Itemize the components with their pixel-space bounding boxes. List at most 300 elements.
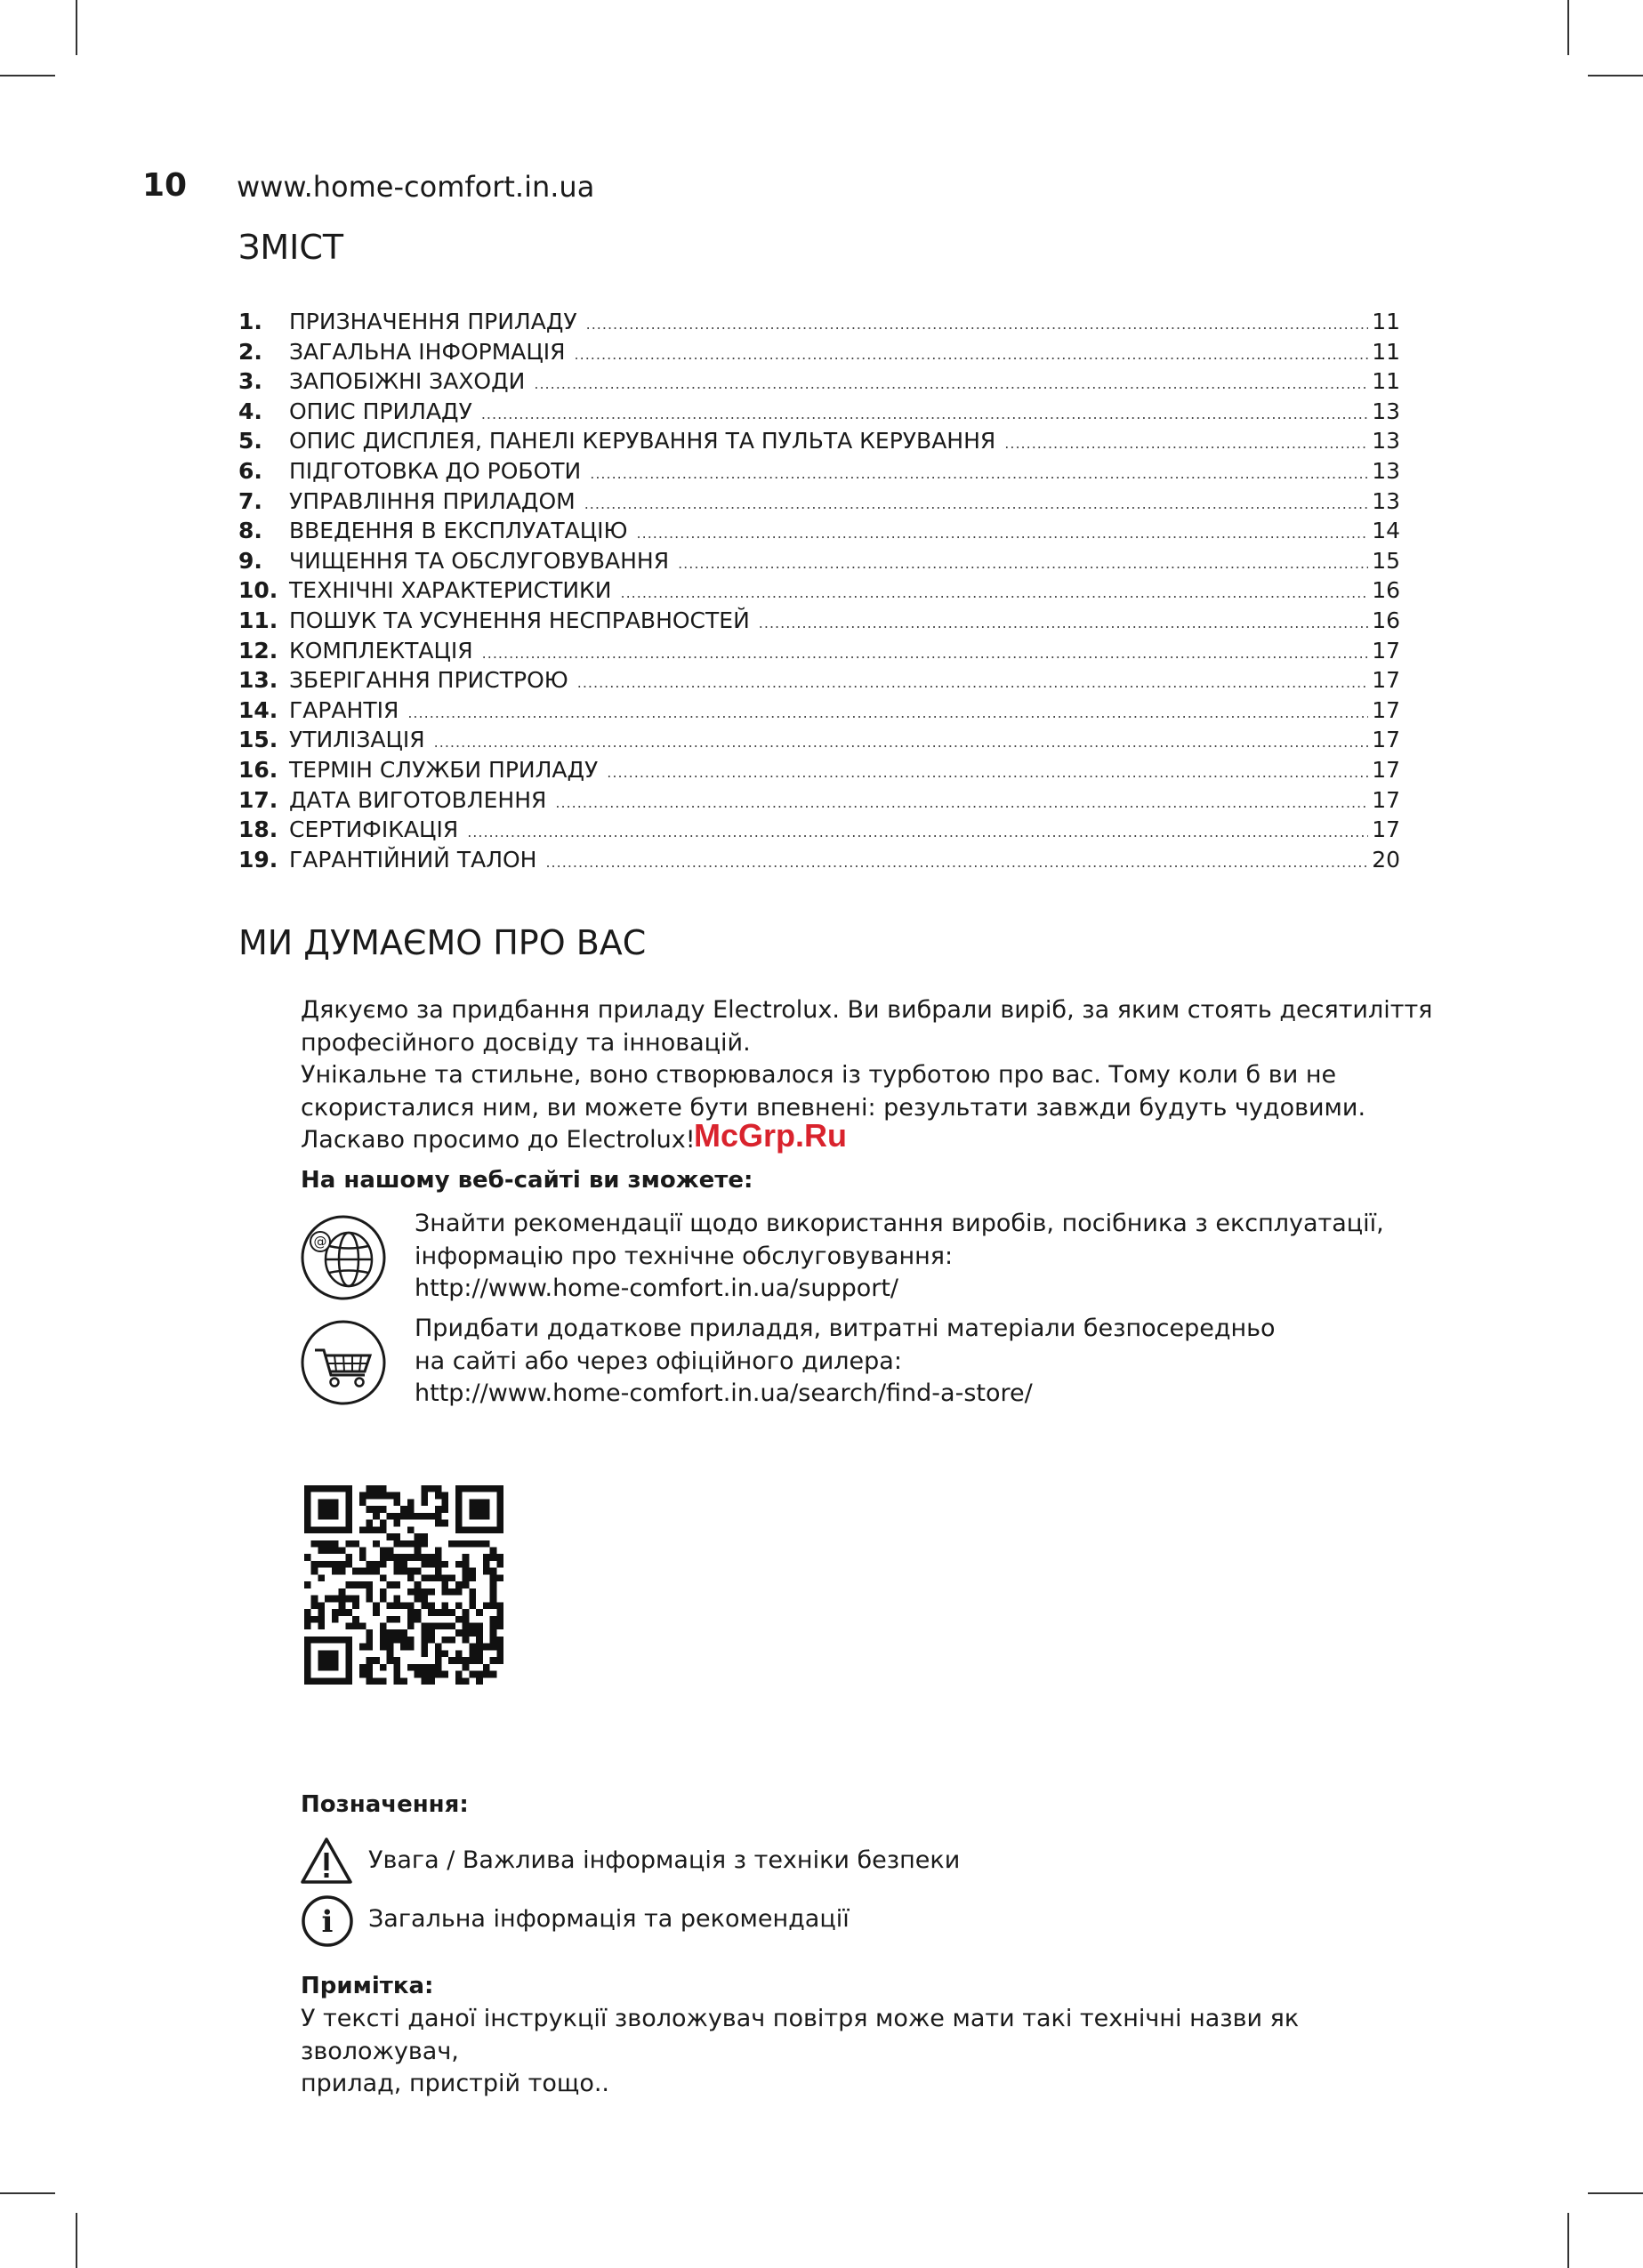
shopping-cart-icon (299, 1318, 388, 1407)
store-line: на сайті або через офіційного дилера: (415, 1347, 902, 1375)
toc-number: 3. (238, 368, 262, 395)
qr-module (393, 1596, 400, 1603)
qr-module (415, 1671, 422, 1678)
qr-module (463, 1622, 470, 1629)
qr-module (380, 1677, 387, 1685)
qr-module (463, 1637, 470, 1644)
qr-module (393, 1561, 400, 1568)
qr-module (435, 1644, 442, 1651)
qr-module (435, 1561, 442, 1568)
qr-module (455, 1677, 463, 1685)
toc-leader-dots (1004, 435, 1368, 452)
qr-module (400, 1554, 407, 1561)
toc-page-number: 17 (1372, 786, 1400, 813)
qr-module (366, 1561, 374, 1568)
toc-number: 8. (238, 518, 262, 544)
qr-module (476, 1609, 483, 1616)
qr-module (496, 1650, 503, 1657)
qr-module (455, 1629, 463, 1637)
svg-text:@: @ (313, 1234, 327, 1250)
qr-module (393, 1499, 400, 1506)
qr-module (428, 1588, 435, 1596)
toc-page-number: 16 (1372, 607, 1400, 633)
qr-module (407, 1637, 415, 1644)
qr-module (380, 1520, 387, 1527)
qr-module (496, 1561, 503, 1568)
support-info (415, 1208, 1482, 1306)
qr-module (407, 1664, 415, 1671)
qr-module (415, 1548, 422, 1555)
toc-page-number: 17 (1372, 696, 1400, 723)
qr-module (373, 1568, 380, 1575)
qr-module (387, 1629, 394, 1637)
qr-module (476, 1677, 483, 1685)
qr-module (339, 1561, 346, 1568)
toc-entry-title: ЗАГАЛЬНА ІНФОРМАЦІЯ (289, 338, 566, 365)
qr-module (476, 1637, 483, 1644)
qr-module (435, 1609, 442, 1616)
qr-module (455, 1588, 463, 1596)
qr-module (407, 1554, 415, 1561)
crop-mark (0, 75, 55, 76)
toc-entry-title: КОМПЛЕКТАЦІЯ (289, 637, 473, 664)
qr-module (387, 1616, 394, 1623)
toc-row[interactable] (238, 757, 1400, 787)
toc-page-number: 17 (1372, 816, 1400, 843)
info-icon (301, 1894, 354, 1948)
qr-module (318, 1561, 325, 1568)
toc-number: 18. (238, 816, 278, 843)
qr-module (463, 1568, 470, 1575)
qr-module (421, 1637, 428, 1644)
qr-module (490, 1629, 497, 1637)
qr-module (387, 1657, 394, 1664)
qr-module (393, 1492, 400, 1500)
qr-finder (318, 1650, 338, 1670)
intro-text (301, 994, 1448, 1157)
qr-module (407, 1616, 415, 1623)
qr-module (332, 1561, 339, 1568)
qr-module (387, 1513, 394, 1520)
toc-leader-dots (481, 406, 1368, 422)
qr-module (352, 1568, 359, 1575)
crop-mark (1567, 0, 1569, 55)
qr-module (441, 1499, 448, 1506)
qr-module (311, 1561, 318, 1568)
toc-row[interactable] (238, 458, 1400, 488)
toc-number: 12. (238, 637, 278, 664)
intro-line: Ласкаво просимо до Electrolux! (301, 1126, 696, 1154)
qr-module (463, 1609, 470, 1616)
qr-module (483, 1602, 490, 1609)
toc-number: 13. (238, 667, 278, 694)
qr-module (304, 1616, 311, 1623)
intro-line: професійного досвіду та інновацій. (301, 1028, 751, 1057)
qr-module (373, 1492, 380, 1500)
qr-module (435, 1574, 442, 1581)
qr-module (407, 1622, 415, 1629)
qr-module (373, 1677, 380, 1685)
qr-module (400, 1561, 407, 1568)
qr-module (483, 1540, 490, 1548)
qr-module (311, 1602, 318, 1609)
qr-module (407, 1574, 415, 1581)
qr-module (421, 1671, 428, 1678)
toc-number: 5. (238, 428, 262, 454)
toc-leader-dots (467, 824, 1368, 840)
crop-mark (76, 2213, 77, 2268)
qr-module (387, 1554, 394, 1561)
toc-row[interactable] (238, 428, 1400, 458)
qr-module (366, 1526, 374, 1533)
qr-module (415, 1540, 422, 1548)
qr-module (387, 1602, 394, 1609)
qr-module (366, 1520, 374, 1527)
svg-text:i: i (321, 1904, 334, 1940)
note-heading: Примітка: (301, 1973, 434, 1999)
intro-heading: МИ ДУМАЄМО ПРО ВАС (238, 923, 647, 962)
toc-row[interactable] (238, 727, 1400, 757)
qr-module (393, 1677, 400, 1685)
toc-leader-dots (678, 555, 1368, 572)
qr-module (441, 1671, 448, 1678)
warning-icon (299, 1836, 354, 1886)
qr-module (476, 1657, 483, 1664)
crop-mark (0, 2192, 55, 2194)
qr-module (332, 1596, 339, 1603)
toc-entry-title: УТИЛІЗАЦІЯ (289, 727, 425, 753)
qr-module (318, 1609, 325, 1616)
qr-module (428, 1561, 435, 1568)
qr-module (463, 1657, 470, 1664)
qr-module (352, 1596, 359, 1603)
qr-module (393, 1616, 400, 1623)
toc-leader-dots (434, 734, 1369, 751)
toc-entry-title: ТЕРМІН СЛУЖБИ ПРИЛАДУ (289, 756, 599, 783)
qr-module (366, 1485, 374, 1492)
toc-page-number: 13 (1372, 457, 1400, 484)
qr-module (428, 1664, 435, 1671)
qr-module (380, 1596, 387, 1603)
qr-module (407, 1513, 415, 1520)
qr-module (359, 1622, 366, 1629)
qr-module (325, 1561, 332, 1568)
toc-leader-dots (590, 465, 1368, 482)
qr-module (359, 1554, 366, 1561)
qr-module (428, 1513, 435, 1520)
qr-module (469, 1629, 476, 1637)
qr-module (366, 1492, 374, 1500)
qr-module (428, 1609, 435, 1616)
toc-number: 15. (238, 727, 278, 753)
qr-module (415, 1581, 422, 1588)
qr-module (400, 1644, 407, 1651)
toc-leader-dots (637, 525, 1369, 542)
qr-module (469, 1650, 476, 1657)
qr-module (304, 1609, 311, 1616)
toc-number: 17. (238, 786, 278, 813)
qr-module (463, 1554, 470, 1561)
qr-module (496, 1554, 503, 1561)
qr-module (407, 1540, 415, 1548)
qr-module (421, 1629, 428, 1637)
toc-entry-title: ОПИС ДИСПЛЕЯ, ПАНЕЛІ КЕРУВАННЯ ТА ПУЛЬТА КЕРУВАННЯ (289, 428, 996, 454)
qr-module (400, 1602, 407, 1609)
qr-module (366, 1664, 374, 1671)
qr-module (318, 1622, 325, 1629)
toc-entry-title: ЗАПОБІЖНІ ЗАХОДИ (289, 368, 526, 395)
qr-module (393, 1568, 400, 1575)
qr-module (490, 1644, 497, 1651)
qr-module (415, 1568, 422, 1575)
qr-module (421, 1554, 428, 1561)
qr-module (496, 1644, 503, 1651)
qr-module (352, 1616, 359, 1623)
qr-module (352, 1581, 359, 1588)
qr-module (345, 1554, 352, 1561)
toc-number: 1. (238, 309, 262, 334)
qr-module (373, 1657, 380, 1664)
qr-module (359, 1499, 366, 1506)
toc-row[interactable] (238, 667, 1400, 697)
qr-module (359, 1526, 366, 1533)
qr-module (332, 1548, 339, 1555)
qr-code[interactable] (304, 1485, 503, 1685)
qr-module (359, 1581, 366, 1588)
qr-module (496, 1609, 503, 1616)
globe-icon (299, 1213, 388, 1302)
toc-page-number: 17 (1372, 667, 1400, 694)
qr-module (490, 1548, 497, 1555)
qr-module (400, 1506, 407, 1513)
crop-mark (1567, 2213, 1569, 2268)
qr-module (469, 1657, 476, 1664)
qr-module (448, 1657, 455, 1664)
qr-module (400, 1540, 407, 1548)
qr-module (463, 1540, 470, 1548)
toc-entry-title: ПРИЗНАЧЕННЯ ПРИЛАДУ (289, 309, 577, 334)
qr-module (345, 1622, 352, 1629)
qr-module (339, 1548, 346, 1555)
qr-module (483, 1554, 490, 1561)
qr-module (415, 1609, 422, 1616)
qr-module (352, 1540, 359, 1548)
toc-page-number: 13 (1372, 487, 1400, 514)
toc-number: 10. (238, 577, 278, 604)
toc-page-number: 13 (1372, 398, 1400, 424)
qr-module (318, 1616, 325, 1623)
toc-number: 2. (238, 338, 262, 365)
qr-module (463, 1664, 470, 1671)
qr-module (496, 1637, 503, 1644)
qr-module (415, 1596, 422, 1603)
qr-module (490, 1616, 497, 1623)
toc-entry-title: ЗБЕРІГАННЯ ПРИСТРОЮ (289, 667, 568, 694)
site-url[interactable]: www.home-comfort.in.ua (237, 170, 595, 204)
toc-number: 6. (238, 457, 262, 484)
toc-page-number: 11 (1372, 309, 1400, 334)
qr-module (463, 1629, 470, 1637)
qr-module (332, 1540, 339, 1548)
qr-module (483, 1671, 490, 1678)
qr-module (428, 1602, 435, 1609)
toc-row[interactable] (238, 577, 1400, 607)
qr-module (490, 1602, 497, 1609)
toc-entry-title: УПРАВЛІННЯ ПРИЛАДОМ (289, 487, 576, 514)
qr-module (448, 1609, 455, 1616)
toc-page-number: 17 (1372, 637, 1400, 664)
toc-row[interactable] (238, 488, 1400, 519)
toc-row[interactable] (238, 548, 1400, 578)
qr-module (441, 1602, 448, 1609)
qr-module (311, 1540, 318, 1548)
qr-module (387, 1492, 394, 1500)
qr-module (352, 1622, 359, 1629)
qr-module (421, 1492, 428, 1500)
qr-module (387, 1581, 394, 1588)
qr-module (407, 1644, 415, 1651)
toc-row[interactable] (238, 638, 1400, 668)
qr-module (428, 1637, 435, 1644)
qr-module (380, 1492, 387, 1500)
qr-module (469, 1602, 476, 1609)
qr-module (421, 1588, 428, 1596)
qr-module (407, 1602, 415, 1609)
qr-module (428, 1671, 435, 1678)
note-line: У тексті даної інструкції зволожувач повітря може мати такі технічні назви як зволожувач, (301, 2005, 1300, 2065)
qr-module (387, 1650, 394, 1657)
qr-module (428, 1485, 435, 1492)
qr-module (407, 1568, 415, 1575)
qr-module (366, 1588, 374, 1596)
qr-module (441, 1506, 448, 1513)
toc-row[interactable] (238, 309, 1400, 339)
store-link[interactable]: http://www.home-comfort.in.ua/search/find-a-store/ (415, 1379, 1033, 1407)
qr-module (455, 1581, 463, 1588)
qr-module (428, 1622, 435, 1629)
toc-entry-title: ДАТА ВИГОТОВЛЕННЯ (289, 786, 547, 813)
qr-module (373, 1602, 380, 1609)
qr-module (441, 1650, 448, 1657)
qr-module (421, 1602, 428, 1609)
qr-module (435, 1520, 442, 1527)
qr-module (483, 1664, 490, 1671)
qr-module (421, 1677, 428, 1685)
qr-module (441, 1574, 448, 1581)
toc-number: 19. (238, 846, 278, 873)
qr-module (304, 1581, 311, 1588)
qr-module (407, 1588, 415, 1596)
qr-module (455, 1561, 463, 1568)
qr-module (373, 1506, 380, 1513)
qr-module (393, 1629, 400, 1637)
qr-module (318, 1574, 325, 1581)
qr-module (380, 1622, 387, 1629)
qr-module (387, 1533, 394, 1540)
toc-leader-dots (621, 584, 1369, 601)
toc-leader-dots (482, 645, 1369, 662)
toc-row[interactable] (238, 607, 1400, 638)
toc-number: 4. (238, 398, 262, 424)
qr-module (415, 1664, 422, 1671)
toc-row[interactable] (238, 787, 1400, 817)
qr-module (469, 1568, 476, 1575)
qr-module (490, 1574, 497, 1581)
qr-module (496, 1657, 503, 1664)
qr-module (455, 1657, 463, 1664)
qr-module (496, 1574, 503, 1581)
toc-row[interactable] (238, 518, 1400, 548)
website-heading: На нашому веб-сайті ви зможете: (301, 1167, 753, 1194)
qr-module (359, 1568, 366, 1575)
qr-module (496, 1602, 503, 1609)
qr-module (407, 1499, 415, 1506)
toc-row[interactable] (238, 847, 1400, 877)
qr-module (415, 1554, 422, 1561)
qr-module (415, 1588, 422, 1596)
qr-module (339, 1602, 346, 1609)
qr-module (345, 1609, 352, 1616)
intro-line: Дякуємо за придбання приладу Electrolux. Ви вибрали виріб, за яким стоять десятиліття (301, 996, 1433, 1024)
qr-module (421, 1485, 428, 1492)
qr-module (311, 1596, 318, 1603)
qr-module (448, 1637, 455, 1644)
toc-number: 7. (238, 487, 262, 514)
toc-page-number: 20 (1372, 846, 1400, 873)
qr-module (345, 1596, 352, 1603)
qr-module (366, 1506, 374, 1513)
toc-row[interactable] (238, 697, 1400, 728)
qr-module (463, 1616, 470, 1623)
qr-module (463, 1574, 470, 1581)
qr-module (441, 1492, 448, 1500)
qr-module (407, 1609, 415, 1616)
toc-leader-dots (555, 794, 1368, 811)
qr-module (304, 1622, 311, 1629)
toc-page-number: 13 (1372, 428, 1400, 454)
toc-leader-dots (759, 615, 1368, 631)
qr-module (359, 1644, 366, 1651)
toc-row[interactable] (238, 398, 1400, 429)
qr-module (421, 1650, 428, 1657)
toc-title: ЗМІСТ (238, 228, 344, 267)
qr-module (435, 1506, 442, 1513)
qr-module (476, 1644, 483, 1651)
toc-entry-title: ПІДГОТОВКА ДО РОБОТИ (289, 457, 582, 484)
qr-module (373, 1540, 380, 1548)
toc-number: 16. (238, 756, 278, 783)
toc-number: 14. (238, 696, 278, 723)
support-link[interactable]: http://www.home-comfort.in.ua/support/ (415, 1275, 899, 1302)
toc-row[interactable] (238, 368, 1400, 398)
intro-line: скористалися ним, ви можете бути впевнені: результати завжди будуть чудовими. (301, 1093, 1366, 1122)
qr-module (469, 1644, 476, 1651)
toc-entry-title: ВВЕДЕННЯ В ЕКСПЛУАТАЦІЮ (289, 518, 628, 544)
qr-module (387, 1644, 394, 1651)
qr-module (421, 1533, 428, 1540)
note-line: прилад, пристрій тощо.. (301, 2070, 610, 2097)
qr-module (428, 1677, 435, 1685)
qr-module (387, 1637, 394, 1644)
qr-module (428, 1629, 435, 1637)
toc-row[interactable] (238, 339, 1400, 369)
toc-row[interactable] (238, 816, 1400, 847)
qr-module (380, 1664, 387, 1671)
toc-page-number: 16 (1372, 577, 1400, 604)
qr-module (463, 1677, 470, 1685)
qr-module (318, 1548, 325, 1555)
qr-module (339, 1596, 346, 1603)
